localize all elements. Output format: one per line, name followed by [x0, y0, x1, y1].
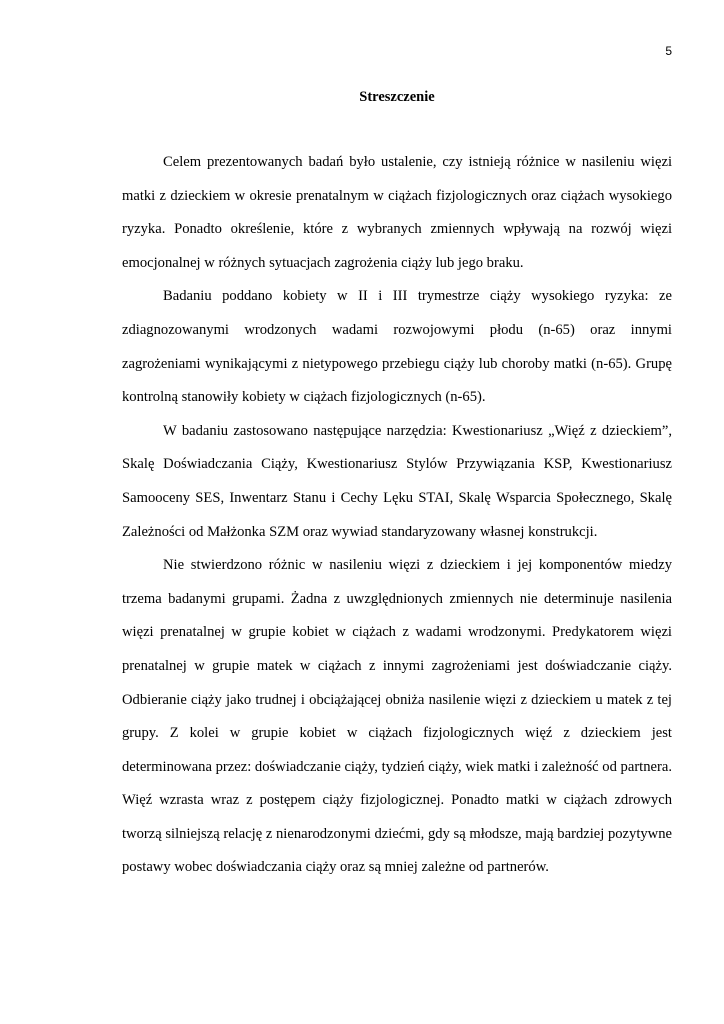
paragraph-sample: Badaniu poddano kobiety w II i III trymestrze ciąży wysokiego ryzyka: ze zdiagnozowanymi wrodzonych wadami rozwojowymi płodu (n-65) oraz innymi zagrożeniami wynikającymi z nietypowego przebiegu ciąży lub choroby matki (n-65). Grupę kontrolną stanowiły kobiety w ciążach fizjologicznych (n-65).: [122, 288, 672, 406]
paragraph-results: Nie stwierdzono różnic w nasileniu więzi z dzieckiem i jej komponentów miedzy trzema badanymi grupami. Żadna z uwzględnionych zmiennych nie determinuje nasilenia więzi prenatalnej w grupie kobiet w ciążach z wadami wrodzonymi. Predykatorem więzi prenatalnej w grupie matek w ciążach z innymi zagrożeniami jest doświadczanie ciąży. Odbieranie ciąży jako trudnej i obciążającej obniża nasilenie więzi z dzieckiem u matek z tej grupy. Z kolei w grupie kobiet w ciążach fizjologicznych więź z dzieckiem jest determinowana przez: doświadczanie ciąży, tydzień ciąży, wiek matki i zależność od partnera. Więź wzrasta wraz z postępem ciąży fizjologicznej. Ponadto matki w ciążach zdrowych tworzą silniejszą relację z nienarodzonymi dziećmi, gdy są młodsze, mają bardziej pozytywne postawy wobec doświadczania ciąży oraz są mniej zależne od partnerów.: [122, 557, 672, 876]
paragraph-aim: Celem prezentowanych badań było ustalenie, czy istnieją różnice w nasileniu więzi matki z dzieckiem w okresie prenatalnym w ciążach fizjologicznych oraz ciążach wysokiego ryzyka. Ponadto określenie, które z wybranych zmiennych wpływają na rozwój więzi emocjonalnej w różnych sytuacjach zagrożenia ciąży lub jego braku.: [122, 154, 672, 271]
page-title: Streszczenie: [359, 89, 435, 105]
abstract-body: [122, 146, 672, 885]
page-number: 5: [665, 44, 672, 58]
paragraph-tools: W badaniu zastosowano następujące narzędzia: Kwestionariusz „Więź z dzieckiem”, Skalę Doświadczania Ciąży, Kwestionariusz Stylów Przywiązania KSP, Kwestionariusz Samooceny SES, Inwentarz Stanu i Cechy Lęku STAI, Skalę Wsparcia Społecznego, Skalę Zależności od Małżonka SZM oraz wywiad standaryzowany własnej konstrukcji.: [122, 422, 672, 540]
